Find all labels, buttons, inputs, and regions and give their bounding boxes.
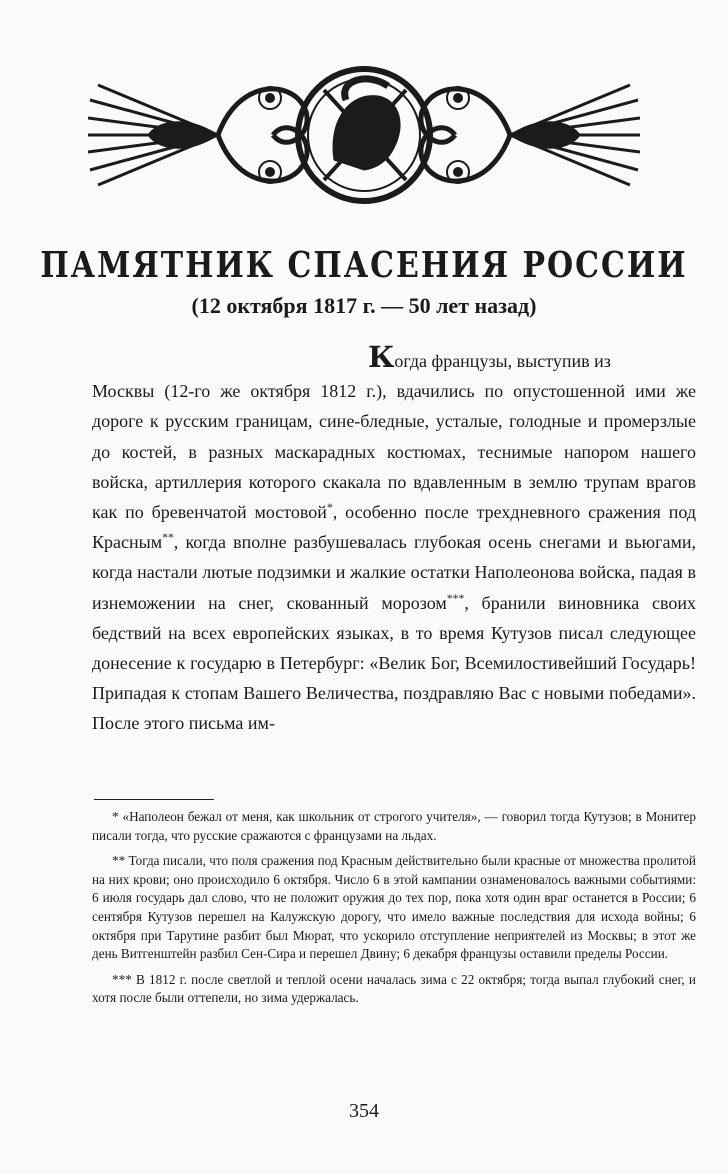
footnote: * «Наполеон бежал от меня, как школьник от строгого учителя», — говорил тогда Кутузов; в Монитер писали тогда, что русские сражаются с французами на льдах. <box>92 809 696 843</box>
paragraph-text: , бранили виновника своих бедствий на всех европейских языках, в то время Кутузов писал следующее донесение к государю в Петербург: «Велик Бог, Всемилостивейший Государь! Припадая к стопам Вашего Величества, поздравляю Вас с новыми победами». После этого письма им- <box>92 592 696 734</box>
left-scroll-icon <box>218 89 307 181</box>
lead-text: огда французы, выступив из <box>394 351 611 371</box>
right-scroll-icon <box>421 89 510 181</box>
ornamental-headpiece <box>88 60 640 210</box>
footnote-marker: *** <box>446 591 465 605</box>
footnote: ** Тогда писали, что поля сражения под Красным действительно были красные от множества пролитой на них крови; оно происходило 6 октября. Число 6 в этой кампании ознаменовалось важными событиями: 6 июля государь дал слово, что не положит оружия до тех пор, пока хотя один враг останется в России; 6 сентября Кутузов перешел на Калужскую дорогу, что имело важные последствия для исхода войны; 6 октября при Тарутине разбит был Мюрат, что ускорило отступление неприятелей из Москвы; в этот же день Витгенштейн разбил Сен-Сира и перешел Двину; 6 декабря французы оставили пределы России. <box>92 853 696 962</box>
lead-line <box>92 340 696 376</box>
drop-cap: К <box>368 340 395 374</box>
footnotes <box>92 808 696 1015</box>
helmet-medallion-icon <box>298 69 430 201</box>
page-number: 354 <box>349 1100 379 1122</box>
paragraph-text: , когда вполне разбушевалась глубокая осень снегами и вьюгами, когда настали лютые подзимки и жалкие остатки Наполеонова войска, падая в изнеможении на снег, скованный морозом <box>92 532 696 613</box>
footnote-divider <box>94 799 214 800</box>
paragraph-text: , особенно после трехдневного сражения под Красным <box>92 502 696 553</box>
left-palmette-icon <box>88 85 218 185</box>
right-palmette-icon <box>510 85 640 185</box>
page-subtitle: (12 октября 1817 г. — 50 лет назад) <box>191 293 537 318</box>
footnote-marker: * <box>326 501 333 515</box>
paragraph-text: Москвы (12-го же октября 1812 г.), вдачились по опустошенной ими же дороге к русским границам, сине-бледные, усталые, голодные и промерзлые до костей, в разных маскарадных костюмах, теснимые напором нашего войска, артиллерия которого скакала по вдавленным в землю трупам врагов как по бревенчатой мостовой <box>92 381 696 523</box>
main-paragraph <box>92 340 696 739</box>
page-title: ПАМЯТНИК СПАСЕНИЯ РОССИИ <box>40 245 688 287</box>
footnote: *** В 1812 г. после светлой и теплой осени началась зима с 22 октября; тогда выпал глубокий снег, и хотя после были оттепели, но зима удержалась. <box>92 971 696 1006</box>
footnote-marker: ** <box>162 531 174 545</box>
